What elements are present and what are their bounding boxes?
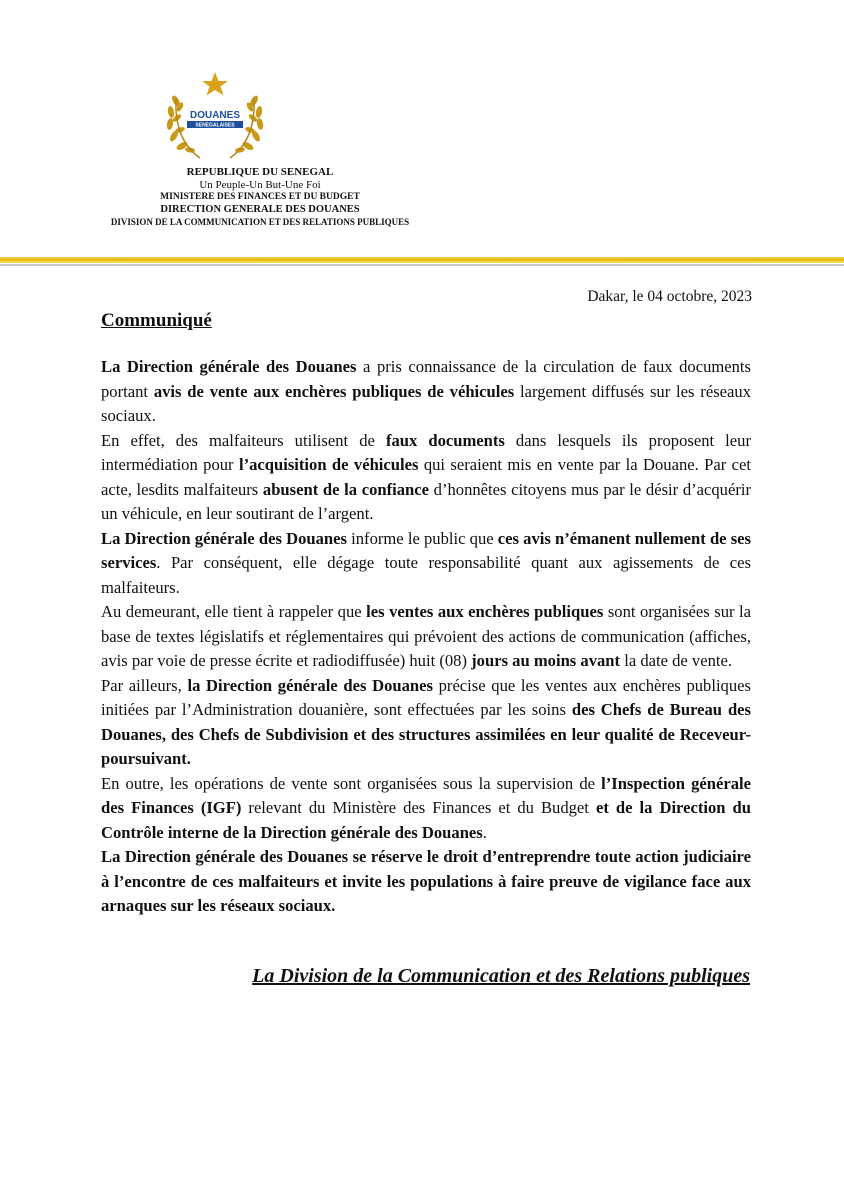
document-date: Dakar, le 04 octobre, 2023 — [587, 288, 752, 305]
communique-body — [101, 355, 751, 919]
division-name: DIVISION DE LA COMMUNICATION ET DES RELATIONS PUBLIQUES — [110, 217, 410, 227]
paragraph-3: La Direction générale des Douanes informe le public que ces avis n’émanent nullement de ses services. Par conséquent, elle dégage toute responsabilité quant aux agissements de ces malfaiteurs. — [101, 528, 751, 597]
paragraph-5: Par ailleurs, la Direction générale des Douanes précise que les ventes aux enchères publiques initiées par l’Administration douanière, sont effectuées par les soins des Chefs de Bureau des Douanes, des Chefs de Subdivision et des structures assimilées en leur qualité de Receveur-poursuivant. — [101, 675, 751, 768]
letterhead — [40, 166, 480, 229]
paragraph-7: La Direction générale des Douanes se réserve le droit d’entreprendre toute action judiciaire à l’encontre de ces malfaiteurs et invite les populations à faire preuve de vigilance face aux arnaques sur les réseaux sociaux. — [101, 847, 751, 915]
signature-line: La Division de la Communication et des Relations publiques — [252, 965, 750, 987]
national-motto: Un Peuple-Un But-Une Foi — [199, 178, 321, 191]
header-gold-divider — [0, 257, 844, 263]
svg-text:DOUANES: DOUANES — [189, 110, 241, 121]
document-title: Communiqué — [101, 310, 212, 331]
directorate-name: DIRECTION GENERALE DES DOUANES — [160, 203, 360, 215]
header-grey-divider — [0, 264, 844, 266]
douanes-emblem-logo — [160, 68, 270, 168]
paragraph-6: En outre, les opérations de vente sont organisées sous la supervision de l’Inspection générale des Finances (IGF) relevant du Ministère des Finances et du Budget et de la Direction du Contrôle interne de la Direction générale des Douanes. — [101, 773, 752, 842]
ministry-name: MINISTERE DES FINANCES ET DU BUDGET — [160, 192, 360, 202]
republic-name: REPUBLIQUE DU SENEGAL — [186, 166, 334, 178]
svg-text:SENEGALAISES: SENEGALAISES — [195, 122, 235, 129]
star-icon — [202, 72, 228, 96]
paragraph-2: En effet, des malfaiteurs utilisent de faux documents dans lesquels ils proposent leur intermédiation pour l’acquisition de véhicules qui seraient mis en vente par la Douane. Par cet acte, lesdits malfaiteurs abusent de la confiance d’honnêtes citoyens mus par le désir d’acquérir un véhicule, en leur soutirant de l’argent. — [101, 430, 752, 523]
paragraph-4: Au demeurant, elle tient à rappeler que les ventes aux enchères publiques sont organisées sur la base de textes législatifs et réglementaires qui prévoient des actions de communication (affiches, avis par voie de presse écrite et radiodiffusée) huit (08) jours au moins avant la date de vente. — [101, 602, 752, 670]
paragraph-1: La Direction générale des Douanes a pris connaissance de la circulation de faux documents portant avis de vente aux enchères publiques de véhicules largement diffusés sur les réseaux sociaux. — [101, 357, 751, 425]
